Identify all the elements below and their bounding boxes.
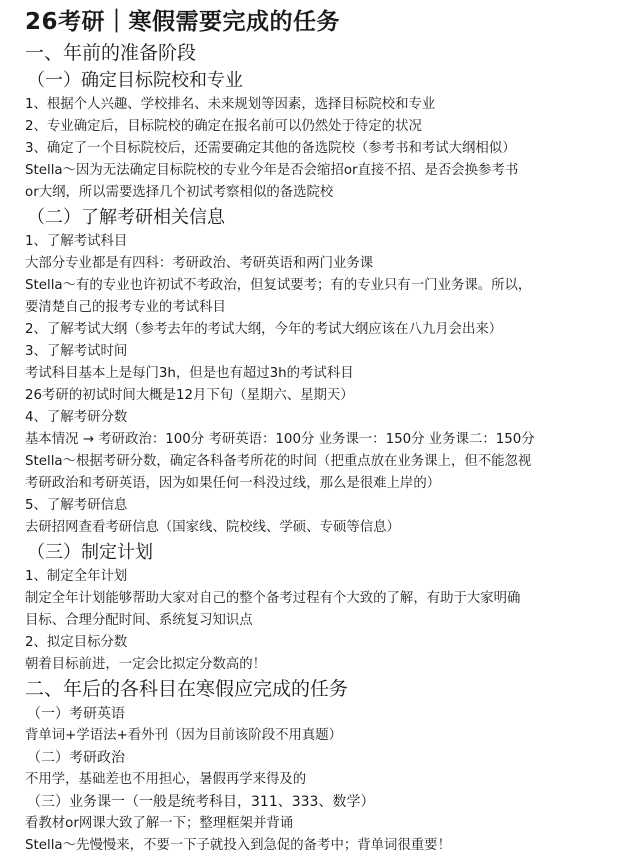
paragraph-line: Stella～根据考研分数，确定各科备考所花的时间（把重点放在业务课上，但不能忽视	[25, 454, 532, 469]
part2-s1-heading: （一）考研英语	[27, 706, 125, 722]
part1-s1-heading: （一）确定目标院校和专业	[27, 70, 243, 91]
paragraph-line: 要清楚自己的报考专业的考试科目	[25, 300, 226, 315]
paragraph-line: 基本情况 → 考研政治：100分 考研英语：100分 业务课一：150分 业务课二：150分	[25, 432, 535, 447]
paragraph-line: 2、拟定目标分数	[25, 635, 128, 650]
part1-s1-body	[25, 94, 640, 204]
paragraph-line: 1、制定全年计划	[25, 569, 128, 584]
paragraph-line: 不用学，基础差也不用担心，暑假再学来得及的	[25, 772, 307, 787]
paragraph-line: 目标、合理分配时间、系统复习知识点	[25, 613, 253, 628]
paragraph-line: 朝着目标前进，一定会比拟定分数高的！	[25, 657, 267, 672]
paragraph-line: 考研政治和考研英语，因为如果任何一科没过线，那么是很难上岸的）	[25, 476, 441, 491]
paragraph-line: 5、了解考研信息	[25, 498, 128, 513]
paragraph-line: 26考研的初试时间大概是12月下旬（星期六、星期天）	[25, 388, 354, 403]
paragraph-line: 1、了解考试科目	[25, 234, 128, 249]
paragraph-line: 考试科目基本上是每门3h，但是也有超过3h的考试科目	[25, 366, 354, 381]
paragraph-line: 1、根据个人兴趣、学校排名、未来规划等因素，选择目标院校和专业	[25, 97, 436, 112]
paragraph-line: 制定全年计划能够帮助大家对自己的整个备考过程有个大致的了解，有助于大家明确	[25, 591, 521, 606]
part2-s2-heading: （二）考研政治	[27, 750, 125, 766]
paragraph-line: 2、专业确定后，目标院校的确定在报名前可以仍然处于待定的状况	[25, 119, 422, 134]
part1-s3-body	[25, 566, 640, 676]
paragraph-line: 2、了解考试大纲（参考去年的考试大纲，今年的考试大纲应该在八九月会出来）	[25, 322, 503, 337]
part2-s3-heading: （三）业务课一（一般是统考科目，311、333、数学）	[27, 794, 375, 810]
paragraph-line: 3、确定了一个目标院校后，还需要确定其他的备选院校（参考书和考试大纲相似）	[25, 141, 516, 156]
part2-heading: 二、年后的各科目在寒假应完成的任务	[25, 678, 349, 700]
paragraph-line: 背单词+学语法+看外刊（因为目前该阶段不用真题）	[25, 728, 343, 743]
page-title: 26考研｜寒假需要完成的任务	[25, 9, 341, 35]
paragraph-line: or大纲，所以需要选择几个初试考察相似的备选院校	[25, 185, 334, 200]
paragraph-line: 大部分专业都是有四科：考研政治、考研英语和两门业务课	[25, 256, 374, 271]
paragraph-line: 去研招网查看考研信息（国家线、院校线、学硕、专硕等信息）	[25, 520, 400, 535]
paragraph-line: 3、了解考试时间	[25, 344, 128, 359]
part1-s3-heading: （三）制定计划	[27, 542, 153, 563]
part1-heading: 一、年前的准备阶段	[25, 42, 197, 64]
paragraph-line: 看教材or网课大致了解一下；整理框架并背诵	[25, 816, 294, 831]
paragraph-line: Stella～有的专业也许初试不考政治，但复试要考；有的专业只有一门业务课。所以，	[25, 278, 532, 293]
part1-s2-body	[25, 231, 640, 539]
paragraph-line: Stella～先慢慢来，不要一下子就投入到急促的备考中；背单词很重要！	[25, 838, 451, 853]
paragraph-line: Stella～因为无法确定目标院校的专业今年是否会缩招or直接不招、是否会换参考书	[25, 163, 519, 178]
paragraph-line: 4、了解考研分数	[25, 410, 128, 425]
part1-s2-heading: （二）了解考研相关信息	[27, 207, 225, 228]
